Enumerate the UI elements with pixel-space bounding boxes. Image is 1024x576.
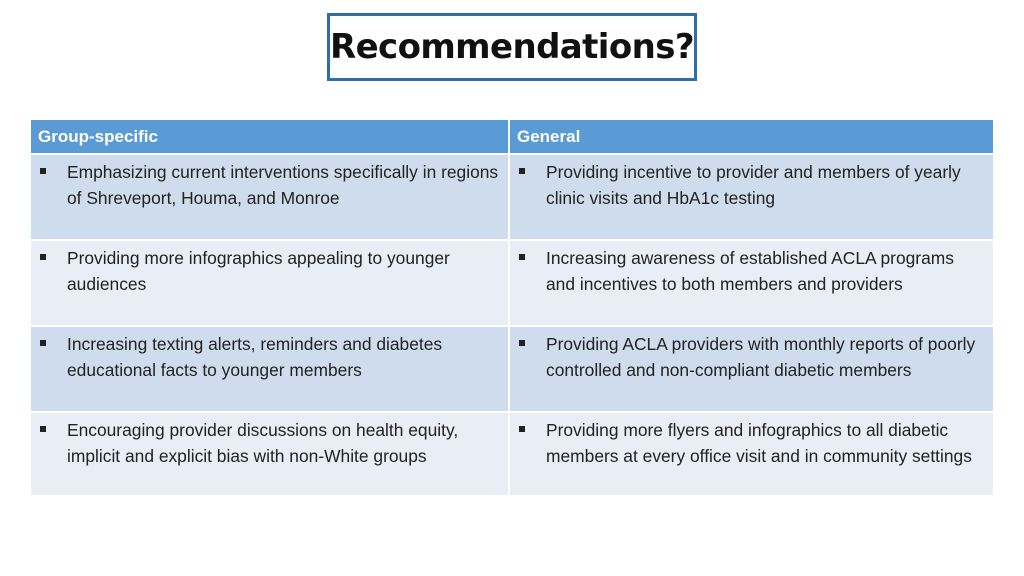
table-row — [31, 413, 993, 497]
cell-text: Encouraging provider discussions on health equity, implicit and explicit bias with non-White groups — [67, 420, 459, 466]
general-cell — [510, 413, 993, 497]
square-bullet-icon — [519, 254, 525, 260]
group-specific-cell — [31, 413, 510, 497]
recommendations-table — [31, 120, 993, 497]
slide-title: Recommendations? — [330, 27, 694, 67]
general-cell — [510, 155, 993, 241]
table-row — [31, 155, 993, 241]
group-specific-cell — [31, 241, 510, 327]
square-bullet-icon — [519, 168, 525, 174]
square-bullet-icon — [40, 168, 46, 174]
general-cell — [510, 241, 993, 327]
table-header-row — [31, 120, 993, 155]
cell-text: Increasing texting alerts, reminders and diabetes educational facts to younger members — [67, 334, 443, 380]
slide-title-box — [327, 13, 697, 81]
cell-text: Increasing awareness of established ACLA programs and incentives to both members and providers — [546, 248, 954, 294]
table-row — [31, 241, 993, 327]
group-specific-cell — [31, 155, 510, 241]
group-specific-cell — [31, 327, 510, 413]
header-general: General — [510, 120, 993, 155]
table-row — [31, 327, 993, 413]
cell-text: Emphasizing current interventions specifically in regions of Shreveport, Houma, and Monroe — [67, 162, 499, 208]
square-bullet-icon — [519, 426, 525, 432]
cell-text: Providing ACLA providers with monthly reports of poorly controlled and non-compliant diabetic members — [546, 334, 976, 380]
cell-text: Providing more flyers and infographics to all diabetic members at every office visit and in community settings — [546, 420, 972, 466]
general-cell — [510, 327, 993, 413]
square-bullet-icon — [40, 254, 46, 260]
cell-text: Providing more infographics appealing to younger audiences — [67, 248, 450, 294]
cell-text: Providing incentive to provider and members of yearly clinic visits and HbA1c testing — [546, 162, 961, 208]
header-group-specific: Group-specific — [31, 120, 510, 155]
square-bullet-icon — [40, 426, 46, 432]
square-bullet-icon — [40, 340, 46, 346]
square-bullet-icon — [519, 340, 525, 346]
